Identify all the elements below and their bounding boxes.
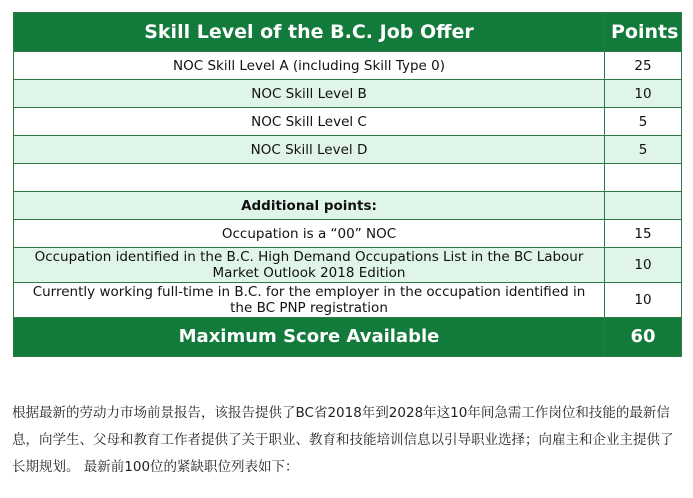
header-skill-level: Skill Level of the B.C. Job Offer [14,13,605,52]
row-label: NOC Skill Level B [14,80,605,108]
footer-max-score-label: Maximum Score Available [14,318,605,357]
row-points: 5 [605,108,682,136]
table-row [14,283,682,318]
row-label: NOC Skill Level D [14,136,605,164]
table-row [14,220,682,248]
row-points: 5 [605,136,682,164]
row-label [14,164,605,192]
row-label: Currently working full-time in B.C. for the employer in the occupation identified in the BC PNP registration [14,283,605,318]
table-row-empty [14,164,682,192]
description-paragraph: 根据最新的劳动力市场前景报告，该报告提供了BC省2018年到2028年这10年间急需工作岗位和技能的最新信息，向学生、父母和教育工作者提供了关于职业、教育和技能培训信息以引导职业选择；向雇主和企业主提供了长期规划。 最新前100位的紧缺职位列表如下： [12,405,674,475]
row-label: Occupation identified in the B.C. High Demand Occupations List in the BC Labour Market Outlook 2018 Edition [14,248,605,283]
additional-points-heading: Additional points: [14,192,605,220]
row-points: 10 [605,283,682,318]
table-row [14,136,682,164]
table-header-row [14,13,682,52]
row-points: 10 [605,80,682,108]
row-label: NOC Skill Level A (including Skill Type 0) [14,52,605,80]
table-row-additional-heading [14,192,682,220]
table-row [14,248,682,283]
points-table [13,12,682,357]
row-points [605,192,682,220]
footer-max-score-value: 60 [605,318,682,357]
table-row [14,108,682,136]
table-footer-row [14,318,682,357]
table-row [14,52,682,80]
row-label: NOC Skill Level C [14,108,605,136]
row-points: 25 [605,52,682,80]
row-label: Occupation is a “00” NOC [14,220,605,248]
header-points: Points [605,13,682,52]
row-points: 15 [605,220,682,248]
row-points: 10 [605,248,682,283]
row-points [605,164,682,192]
table-row [14,80,682,108]
